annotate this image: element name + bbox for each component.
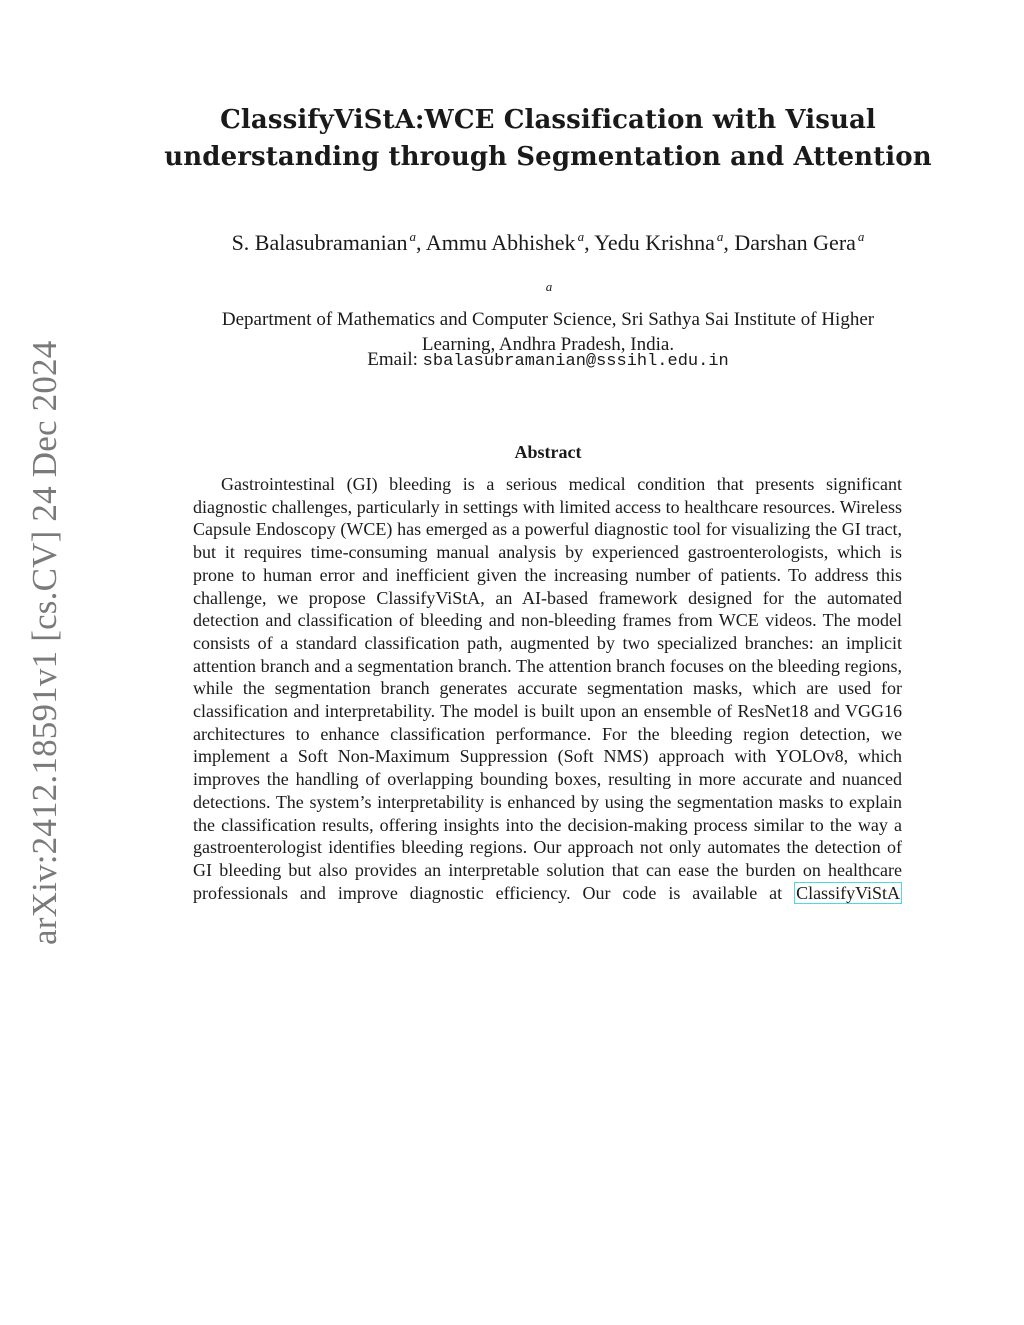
paper-title-line-1: ClassifyViStA:WCE Classification with Visual [220, 105, 876, 135]
author-affiliation-mark: a [577, 229, 585, 244]
paper-title [150, 102, 946, 176]
affiliation [150, 274, 946, 357]
author-affiliation-mark: a [857, 229, 865, 244]
author-separator: , [584, 230, 595, 255]
author-name: Ammu Abhishek [425, 230, 576, 255]
author-separator: , [723, 230, 735, 255]
author-name: Darshan Gera [734, 230, 856, 255]
author-list [120, 223, 976, 257]
contact-email [150, 347, 946, 374]
arxiv-margin-stamp: arXiv:2412.18591v1 [cs.CV] 24 Dec 2024 [25, 340, 64, 945]
author-name: S. Balasubramanian [231, 230, 408, 255]
email-address[interactable]: sbalasubramanian@sssihl.edu.in [422, 352, 729, 371]
author-separator: , [416, 230, 426, 255]
abstract-body-text: Gastrointestinal (GI) bleeding is a serious medical condition that presents significant diagnostic challenges, particularly in settings with limited access to healthcare resources. Wireless Capsule Endoscopy (WCE) has emerged as a powerful diagnostic tool for visualizing the GI tract, but it requires time-consuming manual analysis by experienced gastroenterologists, which is prone to human error and inefficient given the increasing number of patients. To address this challenge, we propose ClassifyViStA, an AI-based framework designed for the automated detection and classification of bleeding and non-bleeding frames from WCE videos. The model consists of a standard classification path, augmented by two specialized branches: an implicit attention branch and a segmentation branch. The attention branch focuses on the bleeding regions, while the segmentation branch generates accurate segmentation masks, which are used for classification and interpretability. The model is built upon an ensemble of ResNet18 and VGG16 architectures to enhance classification performance. For the bleeding region detection, we implement a Soft Non-Maximum Suppression (Soft NMS) approach with YOLOv8, which improves the handling of overlapping bounding boxes, resulting in more accurate and nuanced detections. The system’s interpretability is enhanced by using the segmentation masks to explain the classification results, offering insights into the decision-making process similar to the way a gastroenterologist identifies bleeding regions. Our approach not only automates the detection of GI bleeding but also provides an interpretable solution that can ease the burden on healthcare professionals and improve diagnostic efficiency. Our code is available at [193, 474, 902, 903]
author-affiliation-mark: a [409, 229, 417, 244]
author-affiliation-mark: a [716, 229, 724, 244]
email-label: Email: [367, 349, 423, 370]
author-name: Yedu Krishna [594, 230, 715, 255]
affiliation-mark: a [545, 279, 553, 294]
paper-title-line-2: understanding through Segmentation and Attention [164, 142, 932, 172]
abstract-text [193, 473, 902, 904]
affiliation-line-2: Learning, Andhra Pradesh, India. [421, 334, 675, 355]
abstract-heading: Abstract [514, 442, 582, 462]
code-link[interactable]: ClassifyViStA [796, 882, 900, 903]
affiliation-line-1 [150, 274, 946, 332]
affiliation-text-1: Department of Mathematics and Computer Science, Sri Sathya Sai Institute of Higher [221, 309, 875, 330]
